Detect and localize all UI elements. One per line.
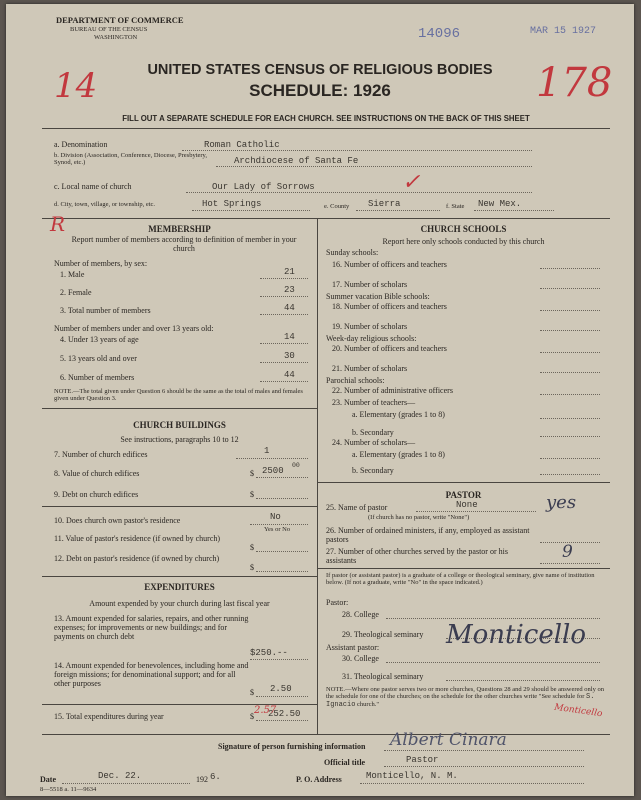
q25-value: None xyxy=(456,500,478,510)
official-title-label: Official title xyxy=(324,758,366,767)
signature-value: Albert Cinara xyxy=(390,730,507,750)
q19-line xyxy=(540,330,600,331)
q16-label: 16. Number of officers and teachers xyxy=(332,260,447,269)
q25-line xyxy=(416,511,536,512)
q25-note: (If church has no pastor, write "None") xyxy=(368,514,470,521)
buildings-sub: See instructions, paragraphs 10 to 12 xyxy=(120,435,239,444)
expenditures-sub: Amount expended by your church during last fiscal year xyxy=(89,599,270,608)
q20-label: 20. Number of officers and teachers xyxy=(332,344,447,353)
q15-label: 15. Total expenditures during year xyxy=(54,712,164,721)
year-prefix: 192 xyxy=(196,775,208,784)
state-label: f. State xyxy=(446,203,465,210)
state-value: New Mex. xyxy=(478,199,522,209)
q9-label: 9. Debt on church edifices xyxy=(54,490,139,499)
q22-line xyxy=(540,394,600,395)
q14-dollar: $ xyxy=(250,688,254,697)
county-label: e. County xyxy=(324,203,350,210)
q9-line xyxy=(256,498,308,499)
division-value: Archdiocese of Santa Fe xyxy=(234,156,359,166)
red-handwritten-note: Monticello xyxy=(553,702,603,720)
q7-value: 1 xyxy=(264,446,270,456)
form-number: 8—5518 a. 11—9634 xyxy=(40,786,97,793)
po-address-label: P. O. Address xyxy=(296,775,342,784)
denomination-line xyxy=(182,150,532,151)
q1-line xyxy=(260,278,308,279)
divider xyxy=(42,734,610,735)
q12-line xyxy=(256,571,308,572)
membership-heading: MEMBERSHIP xyxy=(148,224,211,234)
q8-line xyxy=(256,477,308,478)
q16-line xyxy=(540,268,600,269)
q25-label: 25. Name of pastor xyxy=(326,503,388,512)
q26-label: 26. Number of ordained ministers, if any, employed as assistant pastors xyxy=(326,526,530,544)
buildings-heading: CHURCH BUILDINGS xyxy=(133,420,226,430)
red-check-mark: ✓ xyxy=(402,170,421,195)
county-value: Sierra xyxy=(368,199,401,209)
city-value: Hot Springs xyxy=(202,199,262,209)
parochial-label: Parochial schools: xyxy=(326,376,385,385)
city-town-label: d. City, town, village, or township, etc. xyxy=(54,201,156,208)
q9-dollar: $ xyxy=(250,490,254,499)
q23a-line xyxy=(540,418,600,419)
q23a-label: a. Elementary (grades 1 to 8) xyxy=(352,410,445,419)
q20-line xyxy=(540,352,600,353)
q3-line xyxy=(260,314,308,315)
divider xyxy=(42,506,317,507)
schools-heading: CHURCH SCHOOLS xyxy=(420,224,507,234)
q17-label: 17. Number of scholars xyxy=(332,280,408,289)
state-line xyxy=(474,210,554,211)
membership-intro: Report number of members according to definition of member in your church xyxy=(71,235,297,253)
form-title: UNITED STATES CENSUS OF RELIGIOUS BODIES xyxy=(147,62,493,78)
q6-line xyxy=(260,381,308,382)
schedule-title: SCHEDULE: 1926 xyxy=(249,81,391,100)
q14-label: 14. Amount expended for benevolences, including home and foreign missions; for denominational support; and for all other purposes xyxy=(54,661,249,688)
department-label: DEPARTMENT OF COMMERCE xyxy=(56,15,184,25)
q3-value: 44 xyxy=(284,303,295,313)
q13-value: $250.-- xyxy=(250,648,288,658)
q2-value: 23 xyxy=(284,285,295,295)
q23-label: 23. Number of teachers— xyxy=(332,398,416,407)
weekday-label: Week-day religious schools: xyxy=(326,334,417,343)
summer-label: Summer vacation Bible schools: xyxy=(326,292,430,301)
q4-label: 4. Under 13 years of age xyxy=(60,335,139,344)
pastor-sublabel: Pastor: xyxy=(326,598,349,607)
q19-label: 19. Number of scholars xyxy=(332,322,408,331)
under-over-label: Number of members under and over 13 years old: xyxy=(54,324,214,333)
q24a-line xyxy=(540,458,600,459)
q14-value: 2.50 xyxy=(270,684,292,694)
q15-handwritten: 2.57 xyxy=(254,705,277,716)
membership-note: NOTE.—The total given under Question 6 should be the same as the total of males and females given under Question 3. xyxy=(54,388,303,402)
official-title-value: Pastor xyxy=(406,755,439,765)
denomination-label: a. Denomination xyxy=(54,140,108,149)
q27-line xyxy=(540,563,600,564)
q10-label: 10. Does church own pastor's residence xyxy=(54,516,181,525)
city-line xyxy=(192,210,310,211)
divider xyxy=(42,128,610,129)
q13-label: 13. Amount expended for salaries, repairs, and other running expenses; for improvements or new buildings; and for payments on church debt xyxy=(54,614,249,641)
q2-label: 2. Female xyxy=(60,288,92,297)
q5-line xyxy=(260,362,308,363)
q12-dollar: $ xyxy=(250,563,254,572)
q15-dollar: $ xyxy=(250,712,254,721)
red-r-mark: R xyxy=(50,212,66,236)
q1-value: 21 xyxy=(284,267,295,277)
divider xyxy=(42,218,610,219)
official-title-line xyxy=(384,766,584,767)
q11-label: 11. Value of pastor's residence (if owned by church) xyxy=(54,534,221,543)
date-label: Date xyxy=(40,775,56,784)
by-sex-label: Number of members, by sex: xyxy=(54,259,148,268)
q5-label: 5. 13 years old and over xyxy=(60,354,137,363)
divider xyxy=(317,568,610,569)
q1-label: 1. Male xyxy=(60,270,85,279)
q28-label: 28. College xyxy=(342,610,379,619)
q17-line xyxy=(540,288,600,289)
q10-value: No xyxy=(270,512,281,522)
date-line xyxy=(62,783,190,784)
local-name-value: Our Lady of Sorrows xyxy=(212,182,315,192)
q11-dollar: $ xyxy=(250,543,254,552)
q2-line xyxy=(260,296,308,297)
received-stamp: MAR 15 1927 xyxy=(530,26,597,37)
bureau-label: BUREAU OF THE CENSUS xyxy=(70,26,148,33)
q24b-label: b. Secondary xyxy=(352,466,394,475)
instruction-line: FILL OUT A SEPARATE SCHEDULE FOR EACH CHURCH. SEE INSTRUCTIONS ON THE BACK OF THIS SHEET xyxy=(122,114,530,123)
sunday-label: Sunday schools: xyxy=(326,248,379,257)
graduate-note: If pastor (or assistant pastor) is a graduate of a college or theological seminary, give name of institution below. (If not a graduate, write "No" in the space indicated.) xyxy=(326,572,595,586)
q21-line xyxy=(540,372,600,373)
denomination-value: Roman Catholic xyxy=(204,140,280,150)
pastor-note: NOTE.—Where one pastor serves two or more churches, Questions 28 and 29 should be answered only on the schedule for one of the churches; on the schedule for the other churches write "See schedule for S. Ignacio church." xyxy=(326,686,604,709)
q23b-line xyxy=(540,436,600,437)
q7-line xyxy=(236,458,308,459)
q6-value: 44 xyxy=(284,370,295,380)
q28-line xyxy=(386,618,600,619)
q15-line xyxy=(256,720,308,721)
q23b-label: b. Secondary xyxy=(352,428,394,437)
divider xyxy=(42,576,317,577)
local-name-label: c. Local name of church xyxy=(54,182,132,191)
q6-label: 6. Number of members xyxy=(60,373,135,382)
q4-line xyxy=(260,343,308,344)
q8-cents: 00 xyxy=(292,462,300,469)
pastor-heading: PASTOR xyxy=(445,490,482,500)
year-value: 6. xyxy=(210,772,221,782)
q3-label: 3. Total number of members xyxy=(60,306,151,315)
q21-label: 21. Number of scholars xyxy=(332,364,408,373)
city-label: WASHINGTON xyxy=(94,34,138,41)
schools-sub: Report here only schools conducted by this church xyxy=(382,237,545,246)
left-red-mark: 14 xyxy=(54,66,98,106)
q11-line xyxy=(256,551,308,552)
q25-handwritten: yes xyxy=(546,492,577,513)
q31-label: 31. Theological seminary xyxy=(342,672,424,681)
q18-line xyxy=(540,310,600,311)
signature-line xyxy=(384,750,584,751)
q13-line xyxy=(250,659,308,660)
q27-handwritten: 9 xyxy=(562,542,573,562)
q30-line xyxy=(386,662,600,663)
right-red-mark: 178 xyxy=(536,60,613,106)
q24a-label: a. Elementary (grades 1 to 8) xyxy=(352,450,445,459)
q5-value: 30 xyxy=(284,351,295,361)
division-label: b. Division (Association, Conference, Diocese, Presbytery, Synod, etc.) xyxy=(54,152,208,166)
q31-line xyxy=(446,680,600,681)
assistant-sublabel: Assistant pastor: xyxy=(326,643,380,652)
po-address-value: Monticello, N. M. xyxy=(366,771,458,781)
q18-label: 18. Number of officers and teachers xyxy=(332,302,447,311)
q15-value: 252.50 xyxy=(268,709,301,719)
column-divider xyxy=(317,218,318,734)
division-line xyxy=(216,166,532,167)
q12-label: 12. Debt on pastor's residence (if owned by church) xyxy=(54,554,220,563)
q7-label: 7. Number of church edifices xyxy=(54,450,148,459)
date-value: Dec. 22. xyxy=(98,771,142,781)
local-name-line xyxy=(186,192,532,193)
q8-dollar: $ xyxy=(250,469,254,478)
signature-label: Signature of person furnishing information xyxy=(218,742,366,751)
serial-number: 14096 xyxy=(418,26,461,42)
q4-value: 14 xyxy=(284,332,295,342)
po-address-line xyxy=(360,783,584,784)
yes-no-hint: Yes or No xyxy=(264,526,291,533)
handwritten-place-name: Monticello xyxy=(446,620,587,650)
q14-line xyxy=(256,696,308,697)
q30-label: 30. College xyxy=(342,654,379,663)
q10-line xyxy=(250,524,308,525)
census-schedule-sheet xyxy=(6,4,634,796)
q22-label: 22. Number of administrative officers xyxy=(332,386,453,395)
expenditures-heading: EXPENDITURES xyxy=(144,582,215,592)
q29-label: 29. Theological seminary xyxy=(342,630,424,639)
q24-label: 24. Number of scholars— xyxy=(332,438,416,447)
q27-label: 27. Number of other churches served by the pastor or his assistants xyxy=(326,547,508,565)
county-line xyxy=(356,210,440,211)
divider xyxy=(42,408,317,409)
q24b-line xyxy=(540,474,600,475)
q8-value: 2500 xyxy=(262,466,284,476)
q8-label: 8. Value of church edifices xyxy=(54,469,140,478)
divider xyxy=(317,482,610,483)
